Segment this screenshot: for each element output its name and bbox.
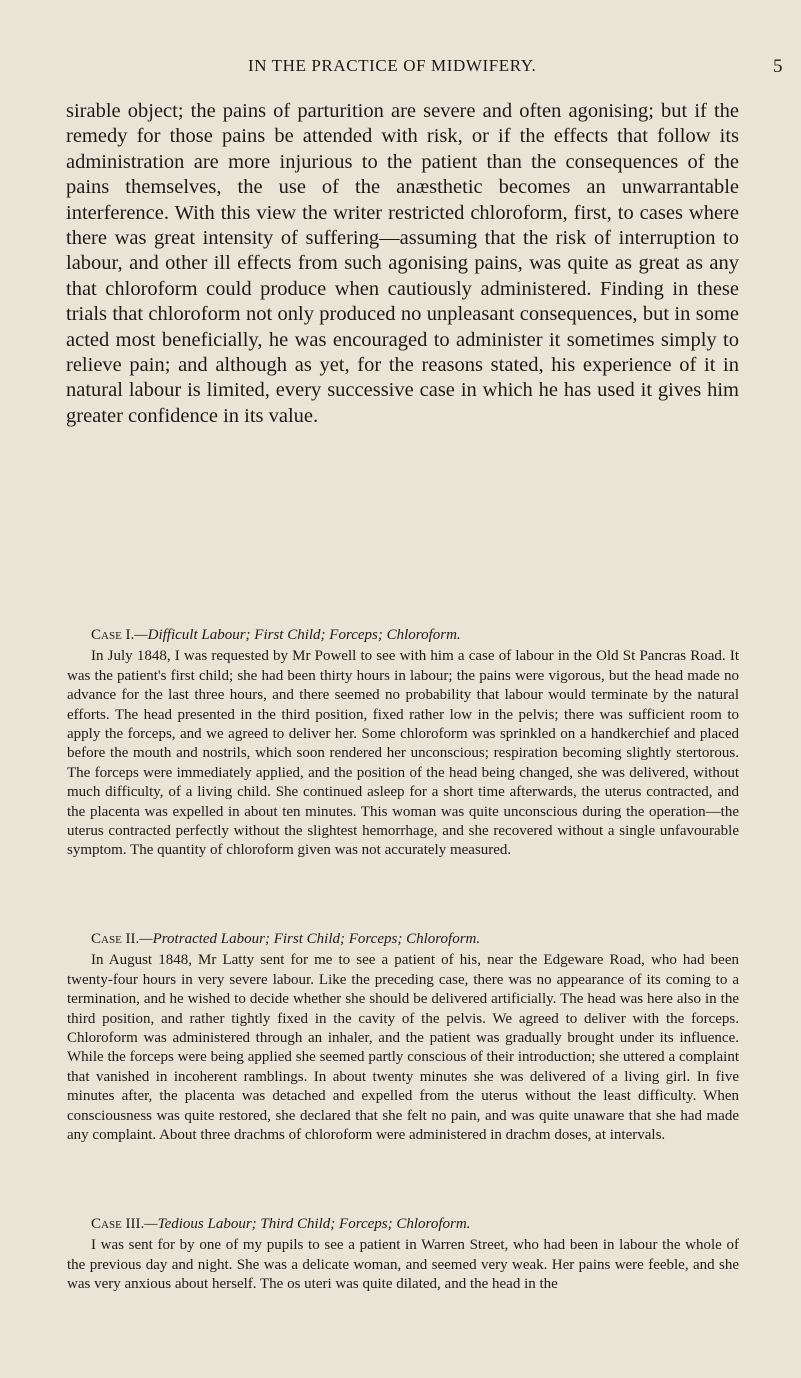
case-3-heading xyxy=(67,1215,739,1234)
case-2-label: Case II. xyxy=(91,931,140,947)
case-1-label: Case I. xyxy=(91,627,135,643)
intro-text: sirable object; the pains of parturition are severe and often agonising; but if the remedy for those pains be attended with risk, or if the effects that follow its administration are more injurious to the patient than the consequences of the pains themselves, the use of the anæsthetic becomes an unwarrantable interference. With this view the writer restricted chloroform, first, to cases where there was great intensity of suffering—assuming that the risk of interruption to labour, and other ill effects from such agonising pains, was quite as great as any that chloroform could produce when cautiously administered. Finding in these trials that chloroform not only produced no unpleasant consequences, but in some acted most beneficially, he was encouraged to administer it sometimes simply to relieve pain; and although as yet, for the reasons stated, his experience of it in natural labour is limited, every successive case in which he has used it gives him greater confidence in its value. xyxy=(66,100,739,427)
case-2-body: In August 1848, Mr Latty sent for me to see a patient of his, near the Edgeware Road, who had been twenty-four hours in very severe labour. Like the preceding case, there was no appearance of its coming to a termination, and he wished to decide whether she should be delivered artificially. The head was here also in the third position, and rather tightly fixed in the cavity of the pelvis. We agreed to deliver with the forceps. Chloroform was administered through an inhaler, and the patient was gradually brought under its influence. While the forceps were being applied she seemed partly conscious of their introduction; she uttered a complaint that vanished in incoherent ramblings. In about twenty minutes she was delivered of a living girl. In five minutes after, the placenta was detached and expelled from the uterus without the least difficulty. When consciousness was quite restored, she declared that she felt no pain, and was quite unaware that she had made any complaint. About three drachms of chloroform were administered in drachm doses, at intervals. xyxy=(67,952,739,1144)
case-2-heading xyxy=(67,930,739,949)
page-header xyxy=(0,56,801,80)
case-1-body: In July 1848, I was requested by Mr Powell to see with him a case of labour in the Old St Pancras Road. It was the patient's first child; she had been thirty hours in labour; the pains were vigorous, but the head made no advance for the last three hours, and there seemed no probability that labour would terminate by the natural efforts. The head presented in the third position, fixed rather low in the pelvis; there was sufficient room to apply the forceps, and we agreed to deliver her. Some chloroform was sprinkled on a handkerchief and placed before the mouth and nostrils, which soon rendered her unconscious; respiration becoming slightly stertorous. The forceps were immediately applied, and the position of the head being changed, she was delivered, without much difficulty, of a living child. She continued asleep for a short time afterwards, the uterus contracted, and the placenta was expelled in about ten minutes. This woman was quite unconscious during the operation—the uterus contracted perfectly without the slightest hemorrhage, and she recovered without a single unfavourable symptom. The quantity of chloroform given was not accurately measured. xyxy=(67,648,739,859)
case-1-title: —Difficult Labour; First Child; Forceps; Chloroform. xyxy=(134,627,461,643)
running-head: IN THE PRACTICE OF MIDWIFERY. xyxy=(248,56,537,75)
case-2-title: —Protracted Labour; First Child; Forceps; Chloroform. xyxy=(139,931,481,947)
case-1-heading xyxy=(67,626,739,645)
case-3-title: —Tedious Labour; Third Child; Forceps; Chloroform. xyxy=(144,1216,471,1232)
case-2 xyxy=(67,930,739,1145)
intro-paragraph xyxy=(66,99,739,429)
case-1 xyxy=(67,626,739,861)
case-3-label: Case III. xyxy=(91,1216,145,1232)
case-3 xyxy=(67,1215,739,1295)
page-number: 5 xyxy=(773,56,783,77)
case-3-body: I was sent for by one of my pupils to see a patient in Warren Street, who had been in labour the whole of the previous day and night. She was a delicate woman, and seemed very weak. Her pains were feeble, and she was very anxious about herself. The os uteri was quite dilated, and the head in the xyxy=(67,1237,739,1293)
